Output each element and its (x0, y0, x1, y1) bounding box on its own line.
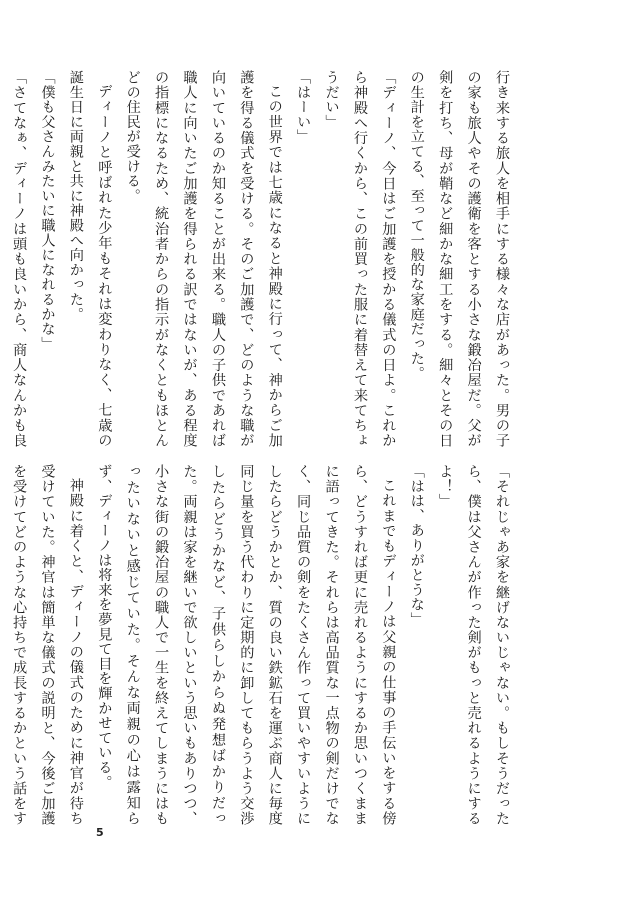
paragraph: ディーノと呼ばれた少年もそれは変わりなく、七歳の誕生日に両親と共に神殿へ向かった。 (67, 70, 113, 448)
paragraph: この世界では七歳になると神殿に行って、神からご加護を得る儀式を受ける。そのご加護で、どのような職が向いているのか知ることが出来る。職人の子供であれば職人に向いたご加護を得られる訳ではないが、ある程度の指標になるため、統治者からの指示がなくともほとんどの住民が受ける。 (124, 70, 283, 448)
top-text-block (11, 70, 516, 448)
dialogue-line: 「はーい」 (295, 70, 312, 144)
page-number: 5 (96, 826, 104, 839)
paragraph: これまでもディーノは父親の仕事の手伝いをする傍ら、どうすれば更に売れるようにするか思いつくままに語ってきた。それらは高品質な一点物の剣だけでなく、同じ品質の剣をたくさん作って買いやすいようにしたらどうかとか、質の良い鉄鉱石を運ぶ商人に毎度同じ量を買う代わりに定期的に卸してもらうよう交渉したらどうかなど、子供らしからぬ発想ばかりだった。両親は家を継いで欲しいという思いもありつつ、小さな街の鍛冶屋の職人で一生を終えてしまうにはもったいないと感じていた。そんな両親の心は露知らず、ディーノは将来を夢見て目を輝かせている。 (96, 464, 397, 826)
dialogue-line: 「さてなぁ、ディーノは頭も良いから、商人なんかも良 (11, 70, 28, 448)
paragraph: 神殿に着くと、ディーノの儀式のために神官が待ち受けていた。神官は簡単な儀式の説明と、今後ご加護を受けてどのような心持ちで成長するかという話をす (11, 464, 84, 826)
dialogue-line: 「僕も父さんみたいに職人になれるかな」 (39, 70, 56, 352)
dialogue-line: 「はは、ありがとうな」 (408, 464, 425, 627)
paragraph: 行き来する旅人を相手にする様々な店があった。男の子の家も旅人やその護衛を客とする小さな鍛冶屋だ。父が剣を打ち、母が鞘など細かな細工をする。細々とその日の生計を立てる、至って一般的な家庭だった。 (408, 70, 510, 448)
dialogue-line: 「それじゃあ家を継げないじゃない。もしそうだったら、僕は父さんが作った剣がもっと売れるようにするよ！」 (437, 464, 510, 826)
bottom-text-block (11, 464, 516, 826)
dialogue-line: 「ディーノ、今日はご加護を授かる儀式の日よ。これから神殿へ行くから、この前買った服に着替えて来てちょうだい」 (323, 70, 397, 448)
